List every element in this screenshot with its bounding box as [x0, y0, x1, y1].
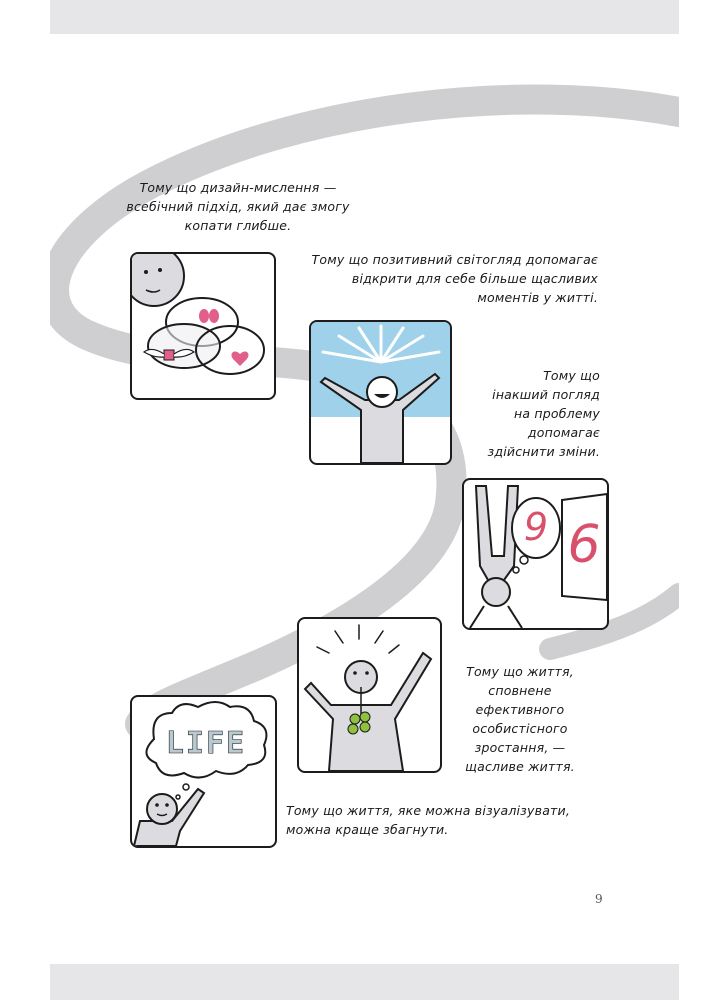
caption-positive-worldview: Тому що позитивний світогляд допомагає відкрити для себе більше щасливих моментів у житті.	[311, 252, 598, 305]
cheering-figure-icon	[321, 374, 439, 463]
handstand-figure-icon	[470, 486, 522, 628]
thought-digit: 9	[523, 505, 549, 549]
heart-icon	[232, 352, 249, 366]
caption-personal-growth: Тому що життя, сповнене ефективного особистісного зростання, — щасливе життя.	[465, 664, 575, 774]
panel-clover	[297, 617, 442, 773]
caption-different-view: Тому що інакший погляд на проблему допомагає здійснити зміни.	[487, 368, 600, 459]
overlapping-circles-icon	[148, 298, 264, 374]
book-page	[50, 34, 679, 964]
joy-rays-icon	[317, 625, 399, 653]
top-frame-bar	[50, 0, 679, 34]
celebrating-figure-icon	[305, 653, 431, 771]
caption-design-thinking: Тому що дизайн-мислення — всебічний підхід, який дає змогу копати глибше.	[126, 180, 350, 233]
page-number: 9	[595, 892, 603, 906]
bottom-frame-bar	[50, 964, 679, 1000]
pointing-figure-icon	[134, 789, 204, 846]
sign-board-icon	[562, 494, 607, 600]
panel-handstand	[462, 478, 609, 630]
lungs-icon	[199, 309, 219, 323]
life-word: LIFE	[165, 726, 247, 761]
thought-bubble-icon	[512, 498, 560, 573]
panel-circles	[130, 252, 276, 400]
caption-visualize-life: Тому що життя, яке можна візуалізувати, можна краще збагнути.	[286, 803, 571, 837]
sign-digit: 6	[567, 515, 601, 575]
panel-sunshine	[309, 320, 452, 465]
panel-life	[130, 695, 277, 848]
stick-head-corner-icon	[132, 254, 184, 306]
